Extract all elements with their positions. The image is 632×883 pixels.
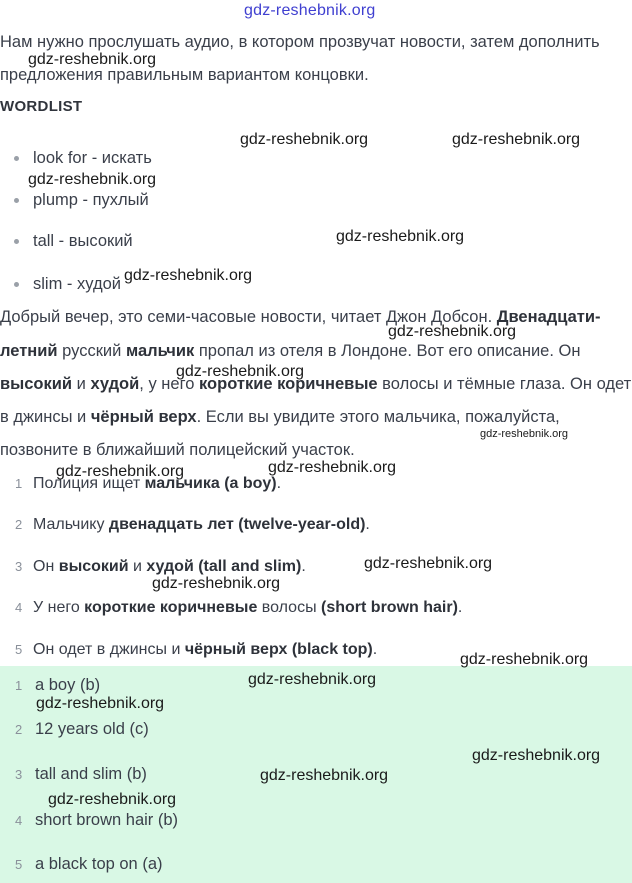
transcript-line-2: летний русский мальчик пропал из отеля в Лондоне. Вот его описание. Он <box>0 342 581 360</box>
answer-item: 2 12 years old (c) <box>15 720 149 738</box>
watermark: gdz-reshebnik.org <box>268 459 397 476</box>
answer-item: 3 tall and slim (b) <box>15 765 147 783</box>
watermark: gdz-reshebnik.org <box>36 695 165 712</box>
watermark: gdz-reshebnik.org <box>152 575 281 592</box>
watermark: gdz-reshebnik.org <box>48 791 177 808</box>
answer-item: 1 a boy (b) <box>15 676 101 694</box>
word-item: tall - высокий <box>14 232 133 251</box>
watermark: gdz-reshebnik.org <box>56 463 185 480</box>
watermark: gdz-reshebnik.org <box>28 51 157 68</box>
watermark: gdz-reshebnik.org <box>260 767 389 784</box>
intro-line-1: Нам нужно прослушать аудио, в котором прозвучат новости, затем дополнить <box>0 33 600 51</box>
watermark: gdz-reshebnik.org <box>388 323 517 340</box>
transcript-line-5: позвоните в ближайший полицейский участок. <box>0 441 355 459</box>
transcript-line-1: Добрый вечер, это семи-часовые новости, читает Джон Добсон. Двенадцати- <box>0 308 601 326</box>
transcript-line-4: в джинсы и чёрный верх. Если вы увидите этого мальчика, пожалуйста, <box>0 408 560 426</box>
watermark: gdz-reshebnik.org <box>472 747 601 764</box>
question-item: 2 Мальчику двенадцать лет (twelve-year-old). <box>15 516 370 533</box>
answer-item: 5 a black top on (a) <box>15 855 163 873</box>
watermark: gdz-reshebnik.org <box>452 131 581 148</box>
intro-line-2: предложения правильным вариантом концовки. <box>0 66 369 84</box>
question-item: 3 Он высокий и худой (tall and slim). <box>15 558 306 575</box>
bullet-icon <box>14 282 19 287</box>
watermark: gdz-reshebnik.org <box>364 555 493 572</box>
watermark: gdz-reshebnik.org <box>460 651 589 668</box>
watermark: gdz-reshebnik.org <box>480 428 569 440</box>
question-item: 4 У него короткие коричневые волосы (short brown hair). <box>15 599 463 616</box>
bullet-icon <box>14 239 19 244</box>
answer-item: 4 short brown hair (b) <box>15 811 179 829</box>
watermark: gdz-reshebnik.org <box>248 671 377 688</box>
watermark: gdz-reshebnik.org <box>28 171 157 188</box>
bullet-icon <box>14 156 19 161</box>
question-item: 1 Полиция ищет мальчика (a boy). <box>15 475 282 492</box>
word-item: plump - пухлый <box>14 191 149 210</box>
bullet-icon <box>14 198 19 203</box>
word-item: look for - искать <box>14 149 152 168</box>
watermark: gdz-reshebnik.org <box>336 228 465 245</box>
watermark: gdz-reshebnik.org <box>124 267 253 284</box>
question-item: 5 Он одет в джинсы и чёрный верх (black top). <box>15 641 378 658</box>
transcript-line-3: высокий и худой, у него короткие коричневые волосы и тёмные глаза. Он одет <box>0 375 632 393</box>
watermark: gdz-reshebnik.org <box>176 363 305 380</box>
wordlist-title: WORDLIST <box>0 98 83 115</box>
watermark: gdz-reshebnik.org <box>240 131 369 148</box>
word-item: slim - худой <box>14 275 121 294</box>
site-header: gdz-reshebnik.org <box>244 2 376 19</box>
